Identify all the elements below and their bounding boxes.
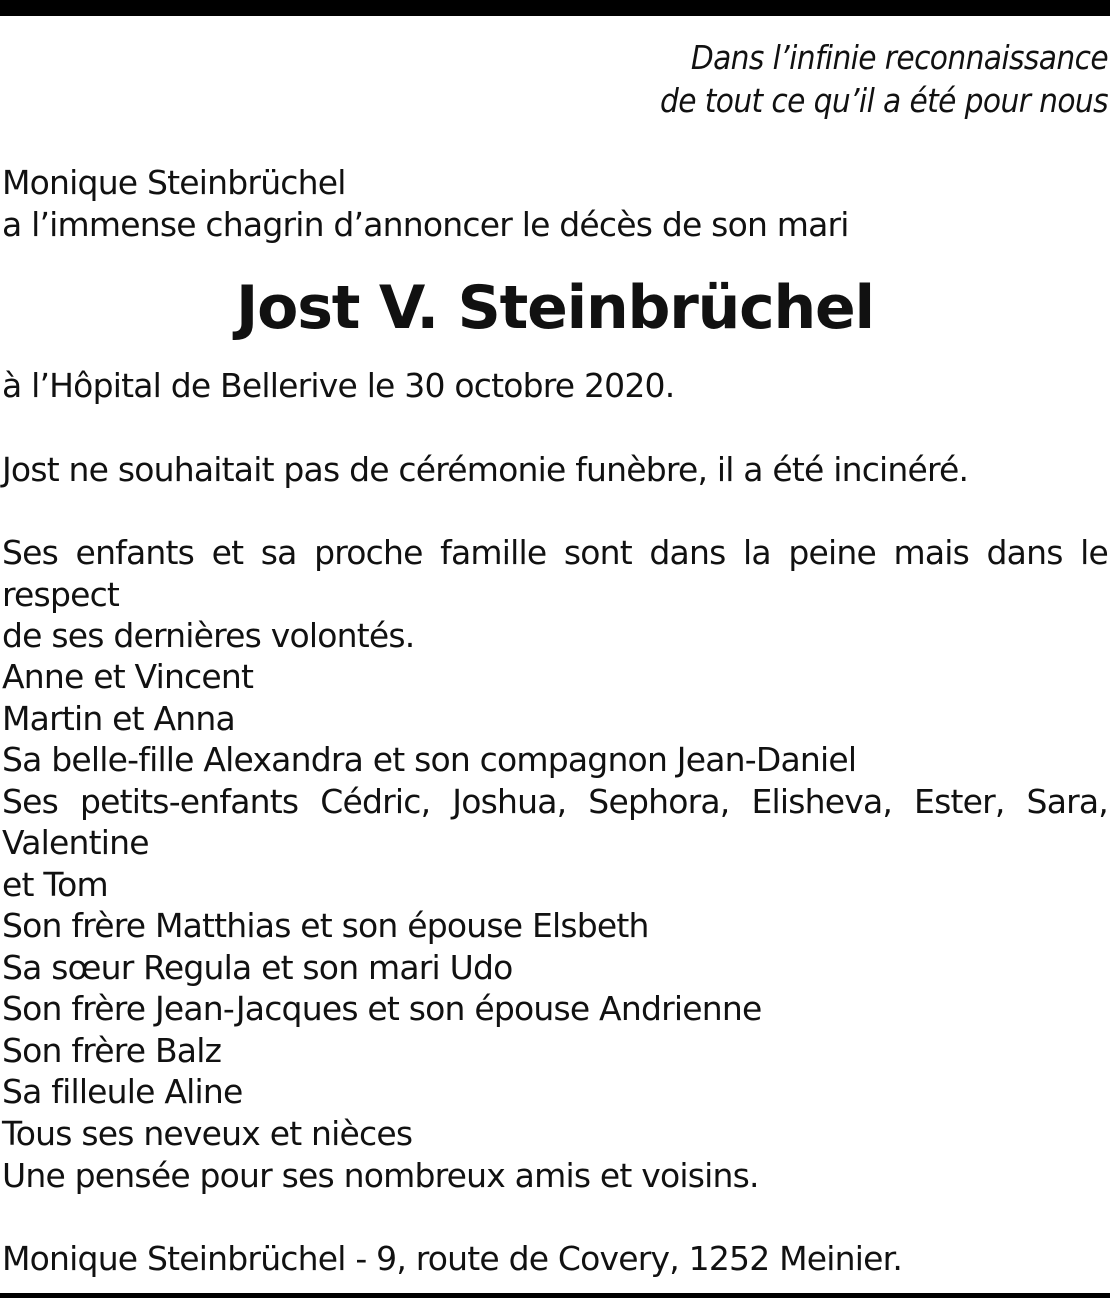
ceremony-note-text: Jost ne souhaitait pas de cérémonie funèbre, il a été incinéré. [2, 450, 969, 489]
mourner-line: Tous ses neveux et nièces [2, 1113, 413, 1153]
mourners-list [2, 656, 1108, 1154]
mourner-line: Sa sœur Regula et son mari Udo [2, 947, 513, 987]
family-note-line-2: de ses dernières volontés. [2, 616, 415, 655]
ceremony-note [2, 449, 1108, 491]
place-date [2, 365, 1108, 407]
mourner-line: Anne et Vincent [2, 657, 254, 696]
mourner-line: Martin et Anna [2, 698, 235, 738]
mourner-line: et Tom [2, 864, 108, 904]
deceased-name: Jost V. Steinbrüchel [236, 273, 874, 343]
dedication-line-2: de tout ce qu’il a été pour nous [659, 81, 1108, 120]
dedication [660, 36, 1108, 122]
address [2, 1238, 1108, 1280]
friends-note-text: Une pensée pour ses nombreux amis et voisins. [2, 1156, 759, 1195]
announcement [2, 162, 1108, 245]
mourner-line: Son frère Jean-Jacques et son épouse Andrienne [2, 989, 762, 1028]
family-note-line-1: Ses enfants et sa proche famille sont dans la peine mais dans le respect [2, 533, 1108, 614]
top-rule [0, 0, 1110, 16]
mourner-line: Sa belle-fille Alexandra et son compagnon Jean-Daniel [2, 740, 857, 779]
place-date-text: à l’Hôpital de Bellerive le 30 octobre 2020. [2, 366, 675, 405]
announcement-line-1: Monique Steinbrüchel [2, 163, 346, 202]
bottom-rule [0, 1293, 1110, 1298]
friends-note [2, 1155, 1108, 1197]
family-note [2, 532, 1108, 657]
mourner-line: Son frère Matthias et son épouse Elsbeth [2, 906, 649, 945]
announcement-line-2: a l’immense chagrin d’annoncer le décès de son mari [2, 204, 849, 244]
dedication-line-1: Dans l’infinie reconnaissance [690, 38, 1108, 77]
mourner-line: Sa filleule Aline [2, 1072, 243, 1111]
mourner-line: Ses petits-enfants Cédric, Joshua, Sephora, Elisheva, Ester, Sara, Valentine [2, 781, 1108, 862]
address-text: Monique Steinbrüchel - 9, route de Covery, 1252 Meinier. [2, 1239, 903, 1278]
mourner-line: Son frère Balz [2, 1030, 222, 1070]
